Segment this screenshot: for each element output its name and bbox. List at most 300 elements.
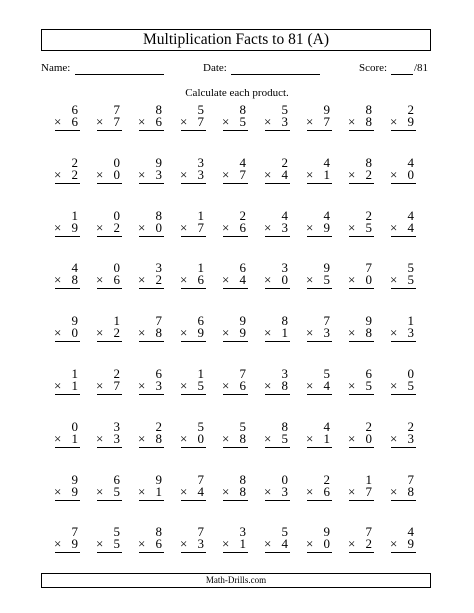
bottom-factor: 7: [197, 114, 204, 129]
times-sign: ×: [264, 378, 272, 393]
bottom-factor: 8: [365, 325, 372, 341]
problem: [222, 473, 248, 503]
answer-rule: [97, 341, 122, 342]
problem: [264, 156, 290, 186]
bottom-factor: 2: [113, 219, 120, 235]
times-sign: ×: [264, 114, 272, 129]
problem: [348, 367, 374, 397]
times-sign: ×: [180, 219, 188, 235]
top-factor: 9: [71, 313, 78, 329]
times-sign: ×: [138, 483, 146, 499]
bottom-factor: 3: [281, 219, 288, 235]
bottom-factor: 4: [323, 378, 330, 393]
top-factor: 9: [323, 102, 330, 117]
bottom-factor: 6: [323, 483, 330, 499]
top-factor: 4: [407, 154, 414, 170]
bottom-factor: 6: [71, 114, 78, 129]
footer: Math-Drills.com: [41, 573, 431, 588]
top-factor: 9: [239, 313, 246, 329]
answer-rule: [307, 236, 332, 237]
times-sign: ×: [306, 536, 314, 552]
top-factor: 0: [281, 471, 288, 487]
top-factor: 2: [155, 418, 162, 434]
problem: [306, 367, 332, 397]
problem: [54, 314, 80, 344]
times-sign: ×: [348, 325, 356, 341]
bottom-factor: 3: [407, 325, 414, 341]
top-factor: 3: [197, 154, 204, 170]
problem: [54, 156, 80, 186]
problem: [138, 420, 164, 450]
answer-rule: [181, 183, 206, 184]
bottom-factor: 7: [113, 378, 120, 393]
bottom-factor: 5: [323, 272, 330, 288]
problem: [264, 525, 290, 555]
bottom-factor: 1: [71, 430, 78, 446]
top-factor: 4: [323, 418, 330, 434]
top-factor: 7: [71, 524, 78, 540]
bottom-factor: 5: [365, 378, 372, 393]
times-sign: ×: [348, 378, 356, 393]
answer-rule: [391, 130, 416, 131]
times-sign: ×: [54, 378, 62, 393]
bottom-factor: 0: [365, 272, 372, 288]
problem: [222, 156, 248, 186]
top-factor: 5: [197, 102, 204, 117]
times-sign: ×: [306, 219, 314, 235]
bottom-factor: 0: [407, 166, 414, 182]
top-factor: 3: [281, 366, 288, 381]
top-factor: 8: [365, 102, 372, 117]
answer-rule: [97, 447, 122, 448]
bottom-factor: 9: [71, 219, 78, 235]
answer-rule: [181, 236, 206, 237]
top-factor: 6: [197, 313, 204, 329]
times-sign: ×: [348, 114, 356, 129]
problem: [390, 209, 416, 239]
answer-rule: [139, 183, 164, 184]
bottom-factor: 8: [155, 325, 162, 341]
answer-rule: [181, 500, 206, 501]
answer-rule: [181, 552, 206, 553]
times-sign: ×: [54, 430, 62, 446]
answer-rule: [139, 500, 164, 501]
bottom-factor: 0: [365, 430, 372, 446]
bottom-factor: 2: [113, 325, 120, 341]
times-sign: ×: [54, 166, 62, 182]
times-sign: ×: [138, 536, 146, 552]
problem: [390, 261, 416, 291]
problem: [264, 103, 290, 133]
bottom-factor: 7: [239, 166, 246, 182]
answer-rule: [307, 341, 332, 342]
answer-rule: [307, 500, 332, 501]
top-factor: 3: [239, 524, 246, 540]
bottom-factor: 4: [239, 272, 246, 288]
answer-rule: [55, 500, 80, 501]
problem: [390, 103, 416, 133]
problem: [54, 103, 80, 133]
bottom-factor: 1: [323, 430, 330, 446]
problem: [96, 420, 122, 450]
answer-rule: [265, 447, 290, 448]
top-factor: 5: [113, 524, 120, 540]
answer-rule: [139, 236, 164, 237]
answer-rule: [181, 288, 206, 289]
problem: [264, 420, 290, 450]
top-factor: 2: [239, 207, 246, 223]
worksheet-title: Multiplication Facts to 81 (A): [41, 29, 431, 51]
bottom-factor: 2: [365, 166, 372, 182]
problem: [222, 367, 248, 397]
problem: [390, 473, 416, 503]
answer-rule: [391, 341, 416, 342]
answer-rule: [223, 341, 248, 342]
problem: [306, 209, 332, 239]
times-sign: ×: [180, 536, 188, 552]
bottom-factor: 0: [155, 219, 162, 235]
problem: [390, 525, 416, 555]
answer-rule: [349, 500, 374, 501]
times-sign: ×: [96, 430, 104, 446]
bottom-factor: 7: [113, 114, 120, 129]
problem: [96, 314, 122, 344]
top-factor: 4: [407, 207, 414, 223]
answer-rule: [307, 394, 332, 395]
problem: [306, 261, 332, 291]
answer-rule: [55, 447, 80, 448]
top-factor: 9: [155, 154, 162, 170]
top-factor: 0: [407, 366, 414, 381]
problem: [348, 209, 374, 239]
times-sign: ×: [96, 114, 104, 129]
times-sign: ×: [222, 483, 230, 499]
bottom-factor: 0: [323, 536, 330, 552]
answer-rule: [349, 130, 374, 131]
problem: [96, 156, 122, 186]
bottom-factor: 9: [71, 536, 78, 552]
problem: [390, 156, 416, 186]
times-sign: ×: [348, 483, 356, 499]
top-factor: 1: [71, 366, 78, 381]
top-factor: 5: [281, 524, 288, 540]
times-sign: ×: [390, 536, 398, 552]
problem: [138, 367, 164, 397]
times-sign: ×: [222, 325, 230, 341]
problem: [264, 261, 290, 291]
bottom-factor: 1: [239, 536, 246, 552]
times-sign: ×: [138, 272, 146, 288]
bottom-factor: 9: [323, 219, 330, 235]
times-sign: ×: [264, 272, 272, 288]
problem: [138, 525, 164, 555]
answer-rule: [391, 236, 416, 237]
problem: [348, 420, 374, 450]
answer-rule: [391, 288, 416, 289]
bottom-factor: 8: [71, 272, 78, 288]
top-factor: 4: [407, 524, 414, 540]
problem: [306, 103, 332, 133]
times-sign: ×: [306, 483, 314, 499]
problem: [180, 314, 206, 344]
answer-rule: [139, 394, 164, 395]
bottom-factor: 4: [407, 219, 414, 235]
bottom-factor: 1: [281, 325, 288, 341]
problem: [138, 103, 164, 133]
top-factor: 8: [281, 418, 288, 434]
answer-rule: [139, 447, 164, 448]
bottom-factor: 0: [281, 272, 288, 288]
times-sign: ×: [390, 483, 398, 499]
times-sign: ×: [390, 325, 398, 341]
answer-rule: [223, 394, 248, 395]
answer-rule: [97, 183, 122, 184]
bottom-factor: 3: [281, 483, 288, 499]
times-sign: ×: [390, 430, 398, 446]
top-factor: 7: [323, 313, 330, 329]
times-sign: ×: [348, 430, 356, 446]
bottom-factor: 5: [197, 378, 204, 393]
problem: [180, 103, 206, 133]
top-factor: 4: [323, 154, 330, 170]
top-factor: 6: [155, 366, 162, 381]
problem: [222, 209, 248, 239]
problem: [348, 525, 374, 555]
top-factor: 3: [113, 418, 120, 434]
times-sign: ×: [348, 219, 356, 235]
times-sign: ×: [222, 272, 230, 288]
answer-rule: [349, 447, 374, 448]
top-factor: 1: [197, 366, 204, 381]
problem: [306, 314, 332, 344]
times-sign: ×: [138, 378, 146, 393]
top-factor: 8: [155, 524, 162, 540]
score-line: [391, 74, 413, 75]
top-factor: 2: [323, 471, 330, 487]
top-factor: 7: [365, 524, 372, 540]
answer-rule: [181, 341, 206, 342]
problem: [54, 473, 80, 503]
problem: [264, 367, 290, 397]
bottom-factor: 7: [197, 219, 204, 235]
problem: [390, 420, 416, 450]
bottom-factor: 2: [365, 536, 372, 552]
top-factor: 7: [365, 260, 372, 276]
problem: [264, 209, 290, 239]
top-factor: 1: [197, 207, 204, 223]
bottom-factor: 6: [155, 536, 162, 552]
times-sign: ×: [96, 378, 104, 393]
times-sign: ×: [96, 219, 104, 235]
problem: [222, 525, 248, 555]
bottom-factor: 5: [365, 219, 372, 235]
bottom-factor: 3: [155, 166, 162, 182]
bottom-factor: 4: [281, 536, 288, 552]
bottom-factor: 3: [197, 166, 204, 182]
top-factor: 2: [281, 154, 288, 170]
times-sign: ×: [138, 325, 146, 341]
problem: [222, 420, 248, 450]
problem: [180, 156, 206, 186]
times-sign: ×: [54, 219, 62, 235]
problem: [96, 209, 122, 239]
top-factor: 5: [239, 418, 246, 434]
top-factor: 0: [113, 207, 120, 223]
top-factor: 5: [197, 418, 204, 434]
times-sign: ×: [264, 325, 272, 341]
answer-rule: [223, 500, 248, 501]
answer-rule: [97, 500, 122, 501]
bottom-factor: 9: [407, 536, 414, 552]
top-factor: 1: [197, 260, 204, 276]
answer-rule: [307, 288, 332, 289]
top-factor: 5: [323, 366, 330, 381]
problem: [390, 314, 416, 344]
bottom-factor: 0: [71, 325, 78, 341]
top-factor: 1: [365, 471, 372, 487]
answer-rule: [307, 183, 332, 184]
bottom-factor: 3: [407, 430, 414, 446]
top-factor: 7: [113, 102, 120, 117]
answer-rule: [265, 552, 290, 553]
times-sign: ×: [348, 272, 356, 288]
times-sign: ×: [348, 536, 356, 552]
times-sign: ×: [390, 378, 398, 393]
answer-rule: [97, 552, 122, 553]
bottom-factor: 6: [197, 272, 204, 288]
times-sign: ×: [180, 325, 188, 341]
top-factor: 8: [239, 102, 246, 117]
bottom-factor: 8: [239, 430, 246, 446]
bottom-factor: 1: [323, 166, 330, 182]
answer-rule: [139, 130, 164, 131]
answer-rule: [55, 236, 80, 237]
bottom-factor: 5: [113, 536, 120, 552]
instructions: Calculate each product.: [185, 87, 289, 99]
problem: [180, 367, 206, 397]
answer-rule: [391, 500, 416, 501]
top-factor: 0: [71, 418, 78, 434]
problem: [306, 420, 332, 450]
answer-rule: [139, 341, 164, 342]
bottom-factor: 0: [197, 430, 204, 446]
times-sign: ×: [96, 325, 104, 341]
top-factor: 8: [155, 207, 162, 223]
top-factor: 5: [281, 102, 288, 117]
top-factor: 0: [113, 260, 120, 276]
times-sign: ×: [54, 536, 62, 552]
problem: [222, 103, 248, 133]
top-factor: 6: [71, 102, 78, 117]
top-factor: 3: [155, 260, 162, 276]
problem: [306, 525, 332, 555]
times-sign: ×: [180, 430, 188, 446]
bottom-factor: 8: [407, 483, 414, 499]
answer-rule: [265, 183, 290, 184]
answer-rule: [265, 236, 290, 237]
times-sign: ×: [306, 430, 314, 446]
answer-rule: [265, 394, 290, 395]
problem: [180, 473, 206, 503]
times-sign: ×: [54, 483, 62, 499]
problem: [138, 314, 164, 344]
problem: [96, 261, 122, 291]
times-sign: ×: [138, 219, 146, 235]
problem: [54, 525, 80, 555]
top-factor: 0: [113, 154, 120, 170]
bottom-factor: 0: [113, 166, 120, 182]
answer-rule: [307, 130, 332, 131]
problem: [222, 314, 248, 344]
times-sign: ×: [264, 219, 272, 235]
problem: [390, 367, 416, 397]
answer-rule: [265, 500, 290, 501]
times-sign: ×: [180, 378, 188, 393]
top-factor: 7: [197, 524, 204, 540]
problem: [96, 525, 122, 555]
top-factor: 9: [155, 471, 162, 487]
top-factor: 4: [281, 207, 288, 223]
answer-rule: [181, 394, 206, 395]
top-factor: 6: [365, 366, 372, 381]
times-sign: ×: [306, 378, 314, 393]
date-label: Date:: [203, 62, 227, 74]
times-sign: ×: [390, 166, 398, 182]
times-sign: ×: [306, 272, 314, 288]
times-sign: ×: [180, 166, 188, 182]
bottom-factor: 9: [197, 325, 204, 341]
bottom-factor: 6: [155, 114, 162, 129]
top-factor: 4: [323, 207, 330, 223]
top-factor: 9: [323, 524, 330, 540]
bottom-factor: 4: [197, 483, 204, 499]
problem: [180, 420, 206, 450]
bottom-factor: 1: [71, 378, 78, 393]
times-sign: ×: [222, 536, 230, 552]
bottom-factor: 3: [281, 114, 288, 129]
top-factor: 9: [323, 260, 330, 276]
bottom-factor: 9: [407, 114, 414, 129]
bottom-factor: 3: [197, 536, 204, 552]
top-factor: 2: [71, 154, 78, 170]
top-factor: 6: [239, 260, 246, 276]
date-line: [231, 74, 320, 75]
answer-rule: [223, 552, 248, 553]
bottom-factor: 7: [323, 114, 330, 129]
answer-rule: [139, 552, 164, 553]
top-factor: 7: [407, 471, 414, 487]
answer-rule: [139, 288, 164, 289]
problem: [222, 261, 248, 291]
answer-rule: [223, 183, 248, 184]
answer-rule: [349, 394, 374, 395]
answer-rule: [349, 552, 374, 553]
top-factor: 5: [407, 260, 414, 276]
problem: [96, 473, 122, 503]
times-sign: ×: [390, 219, 398, 235]
answer-rule: [391, 447, 416, 448]
times-sign: ×: [180, 272, 188, 288]
top-factor: 4: [71, 260, 78, 276]
top-factor: 2: [365, 207, 372, 223]
answer-rule: [55, 341, 80, 342]
bottom-factor: 5: [113, 483, 120, 499]
bottom-factor: 8: [239, 483, 246, 499]
problem: [348, 473, 374, 503]
top-factor: 1: [407, 313, 414, 329]
times-sign: ×: [138, 166, 146, 182]
bottom-factor: 3: [323, 325, 330, 341]
